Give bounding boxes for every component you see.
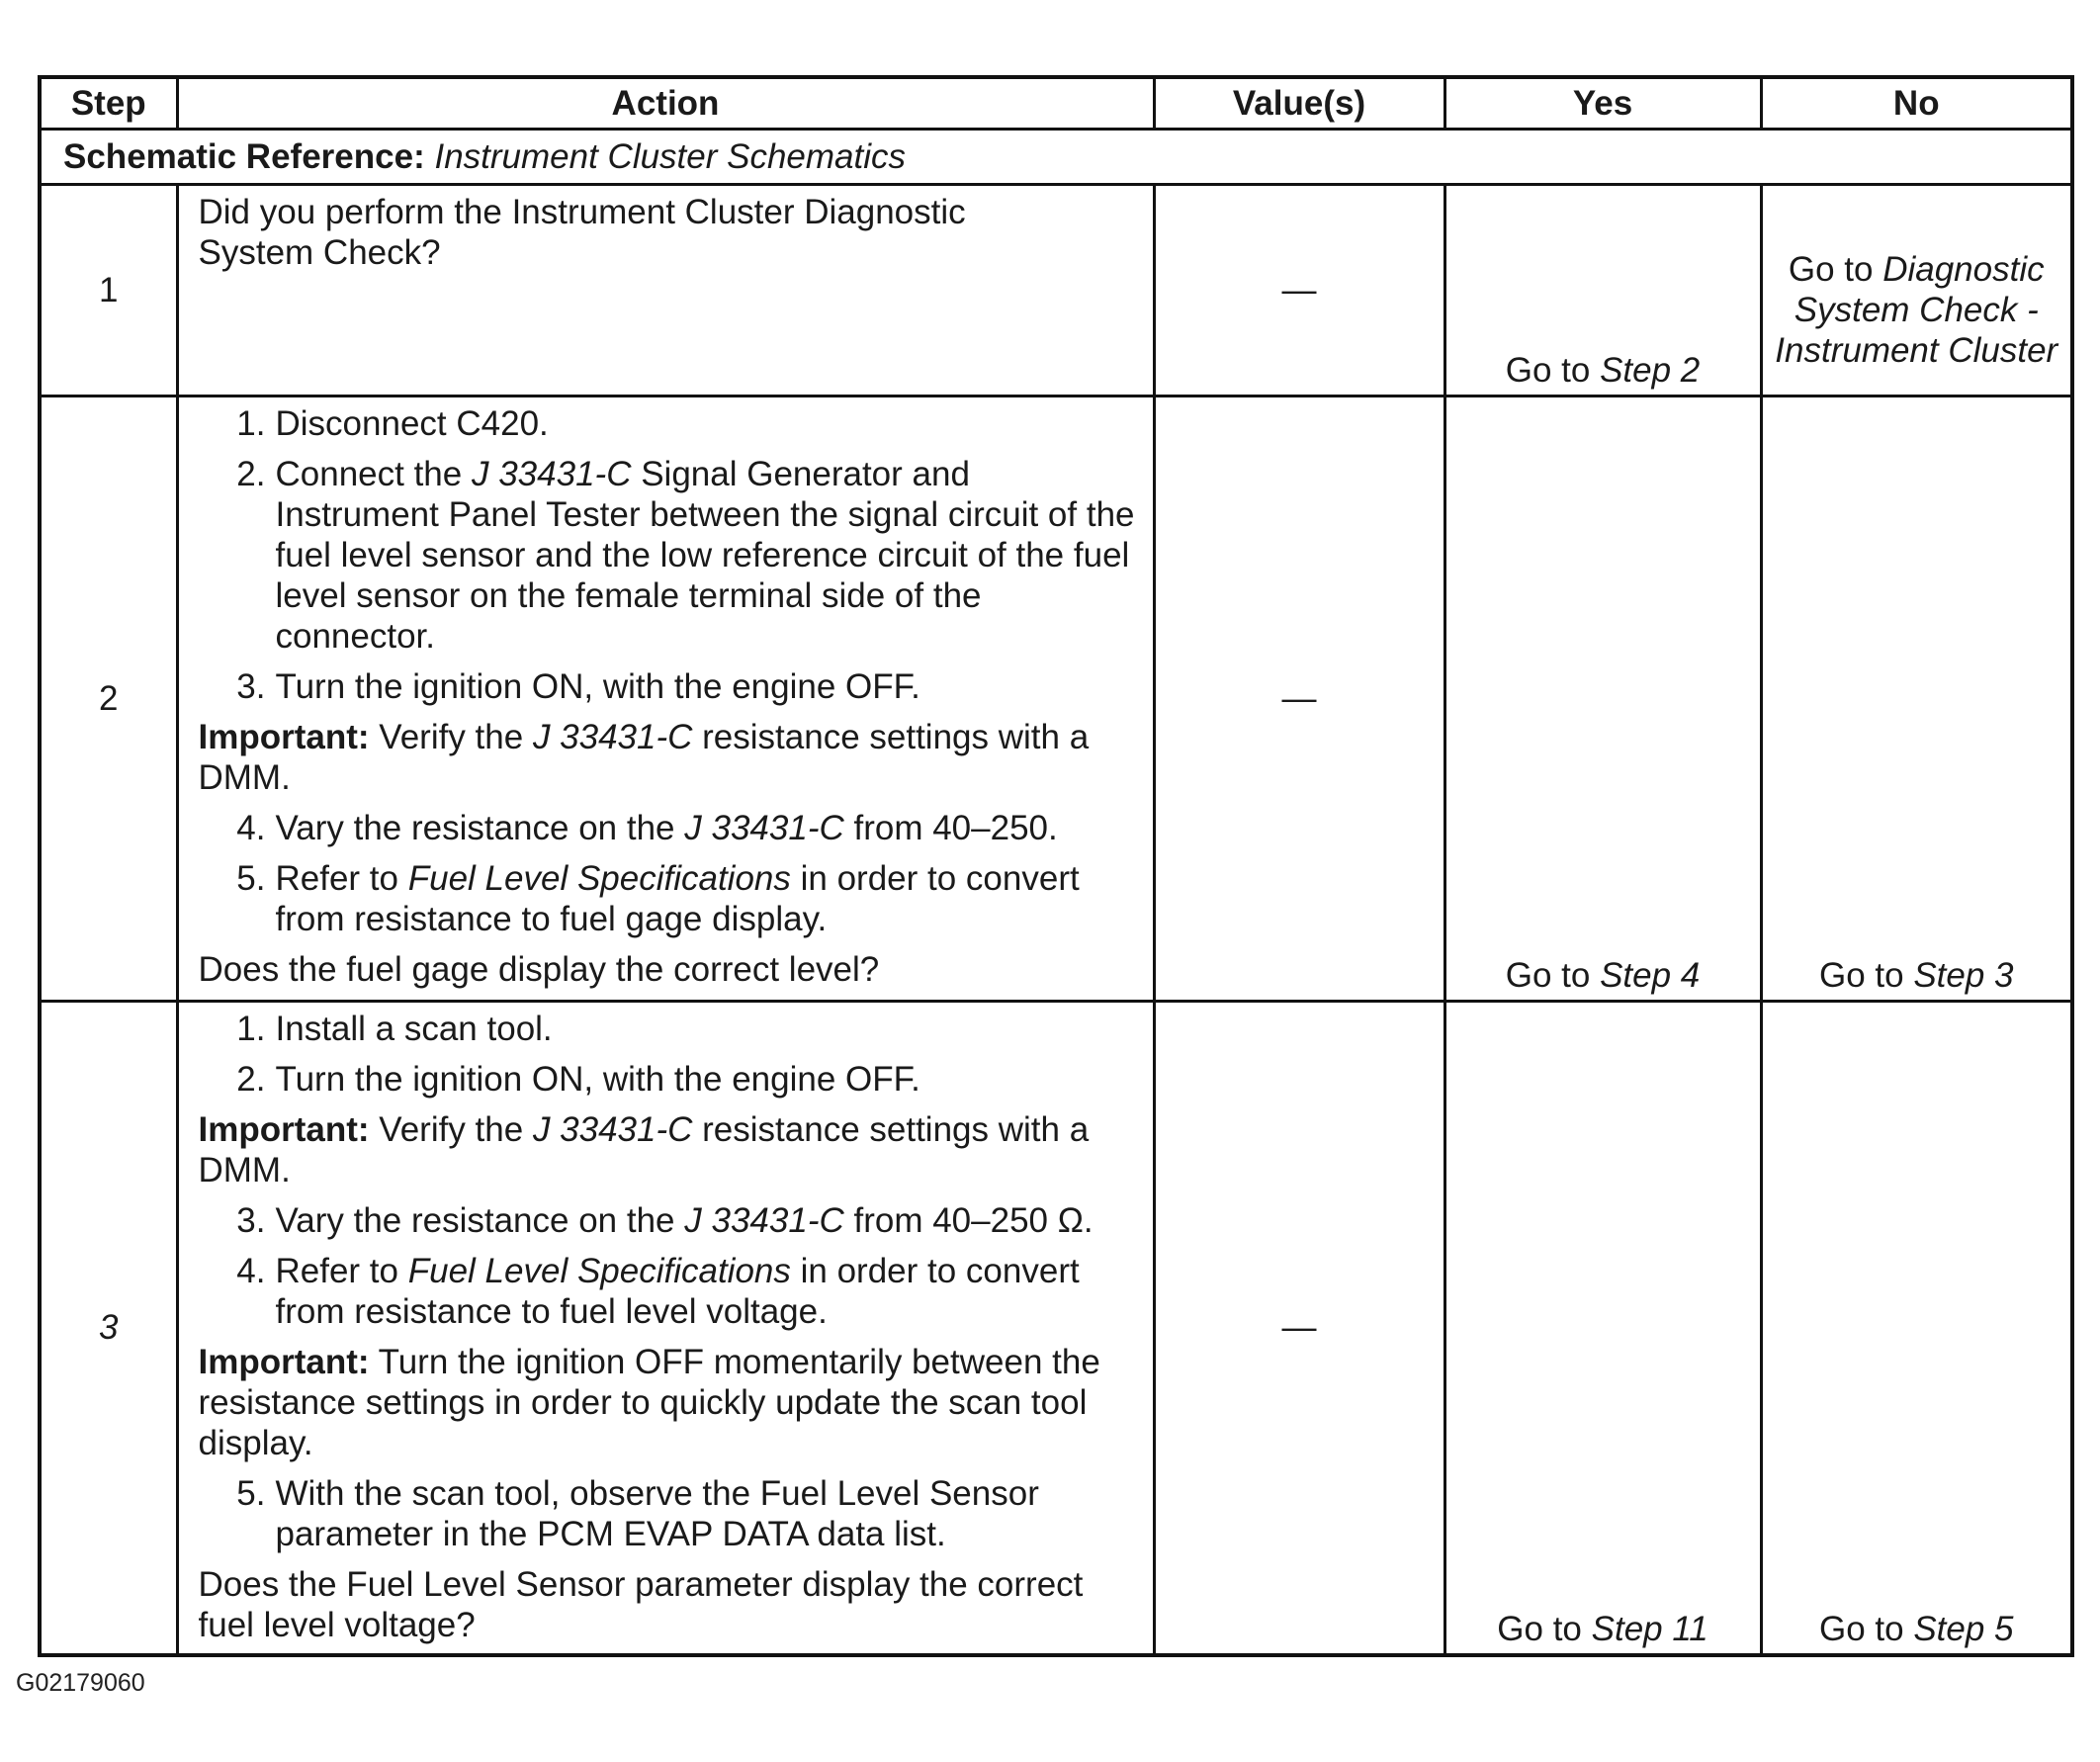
list-number: 2. — [236, 1059, 266, 1099]
schematic-reference-label: Schematic Reference: — [63, 136, 425, 176]
step-number: 2 — [40, 396, 177, 1001]
tool-reference: J 33431-C — [684, 808, 844, 847]
tool-reference: J 33431-C — [532, 1109, 693, 1149]
action-list-item — [199, 808, 1139, 848]
table-row — [40, 1001, 2072, 1655]
yes-target-link[interactable]: Step 11 — [1591, 1609, 1708, 1648]
list-text: Refer to Fuel Level Specifications in order to convert from resistance to fuel level voltage. — [275, 1251, 1080, 1331]
no-cell — [1761, 184, 2072, 396]
list-number: 4. — [236, 808, 266, 847]
list-text: Install a scan tool. — [275, 1009, 553, 1048]
important-label: Important: — [198, 717, 370, 756]
header-row — [40, 77, 2072, 129]
list-text: Refer to Fuel Level Specifications in order to convert from resistance to fuel gage display. — [275, 858, 1080, 938]
list-number: 5. — [236, 858, 266, 898]
value-cell: — — [1154, 184, 1444, 396]
value-cell: — — [1154, 1001, 1444, 1655]
list-text: With the scan tool, observe the Fuel Level Sensor parameter in the PCM EVAP DATA data list. — [275, 1473, 1039, 1553]
important-note: Important: Turn the ignition OFF momentarily between the resistance settings in order to quickly update the scan tool display. — [198, 1342, 1100, 1462]
action-list-item — [199, 454, 1139, 657]
action-list-item — [199, 1059, 1139, 1100]
list-text: Turn the ignition ON, with the engine OFF. — [275, 666, 920, 706]
no-target-link[interactable]: Step 3 — [1913, 955, 2014, 995]
yes-prefix: Go to — [1505, 350, 1591, 390]
step-number: 1 — [40, 184, 177, 396]
no-target-link[interactable]: Diagnostic System Check - Instrument Cluster — [1775, 249, 2058, 370]
action-list-item — [199, 858, 1139, 939]
action-cell — [177, 184, 1154, 396]
action-question: Does the Fuel Level Sensor parameter display the correct fuel level voltage? — [198, 1564, 1084, 1644]
no-cell — [1761, 396, 2072, 1001]
list-text: Vary the resistance on the J 33431-C from 40–250 Ω. — [275, 1200, 1094, 1240]
table-row — [40, 184, 2072, 396]
action-list-item — [199, 1251, 1139, 1332]
action-list-item — [199, 403, 1139, 444]
action-list-item — [199, 666, 1139, 707]
value-cell: — — [1154, 396, 1444, 1001]
list-number: 5. — [236, 1473, 266, 1513]
schematic-reference-row — [40, 129, 2072, 184]
tool-reference: J 33431-C — [471, 454, 632, 493]
list-number: 3. — [236, 666, 266, 706]
yes-target-link[interactable]: Step 4 — [1600, 955, 1701, 995]
tool-reference: J 33431-C — [684, 1200, 844, 1240]
action-cell — [177, 396, 1154, 1001]
tool-reference: J 33431-C — [532, 717, 693, 756]
list-number: 1. — [236, 403, 266, 443]
step-number: 3 — [40, 1001, 177, 1655]
list-text: Connect the J 33431-C Signal Generator and Instrument Panel Tester between the signal circuit of the fuel level sensor and the low reference circuit of the fuel level sensor on the female terminal side of the connector. — [275, 454, 1135, 656]
no-cell — [1761, 1001, 2072, 1655]
action-cell — [177, 1001, 1154, 1655]
action-list-item — [199, 1473, 1139, 1554]
important-note: Important: Verify the J 33431-C resistance settings with a DMM. — [198, 1109, 1090, 1189]
spec-reference-link[interactable]: Fuel Level Specifications — [407, 858, 791, 898]
header-no: No — [1761, 77, 2072, 129]
header-values: Value(s) — [1154, 77, 1444, 129]
list-number: 4. — [236, 1251, 266, 1290]
no-prefix: Go to — [1818, 1609, 1904, 1648]
schematic-reference — [40, 129, 2072, 184]
yes-prefix: Go to — [1505, 955, 1591, 995]
important-label: Important: — [198, 1109, 370, 1149]
action-list-item — [199, 1200, 1139, 1241]
schematic-reference-link[interactable]: Instrument Cluster Schematics — [434, 136, 907, 176]
table-row — [40, 396, 2072, 1001]
list-number: 2. — [236, 454, 266, 493]
important-label: Important: — [198, 1342, 370, 1381]
header-action: Action — [177, 77, 1154, 129]
list-text: Vary the resistance on the J 33431-C from 40–250. — [275, 808, 1058, 847]
important-note: Important: Verify the J 33431-C resistance settings with a DMM. — [198, 717, 1090, 797]
no-prefix: Go to — [1818, 955, 1904, 995]
yes-cell — [1444, 184, 1761, 396]
diagnostic-table — [38, 75, 2074, 1657]
yes-target-link[interactable]: Step 2 — [1600, 350, 1701, 390]
yes-cell — [1444, 396, 1761, 1001]
no-prefix: Go to — [1788, 249, 1874, 289]
spec-reference-link[interactable]: Fuel Level Specifications — [407, 1251, 791, 1290]
header-step: Step — [40, 77, 177, 129]
action-list-item — [199, 1009, 1139, 1049]
action-question: Does the fuel gage display the correct level? — [198, 949, 880, 989]
list-text: Disconnect C420. — [275, 403, 549, 443]
figure-id: G02179060 — [16, 1669, 145, 1697]
yes-cell — [1444, 1001, 1761, 1655]
action-question: Did you perform the Instrument Cluster Diagnostic System Check? — [198, 192, 966, 272]
list-text: Turn the ignition ON, with the engine OFF. — [275, 1059, 920, 1099]
no-target-link[interactable]: Step 5 — [1913, 1609, 2014, 1648]
yes-prefix: Go to — [1497, 1609, 1582, 1648]
list-number: 3. — [236, 1200, 266, 1240]
list-number: 1. — [236, 1009, 266, 1048]
header-yes: Yes — [1444, 77, 1761, 129]
